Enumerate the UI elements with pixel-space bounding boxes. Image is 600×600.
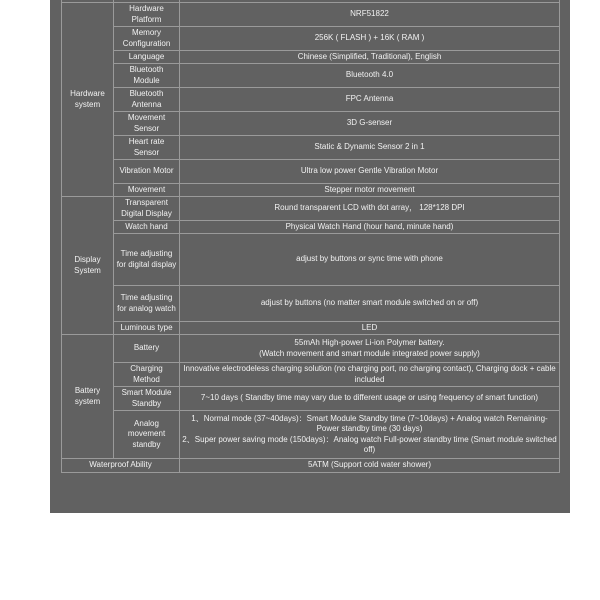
value-luminous-type: LED xyxy=(180,322,560,335)
feature-luminous-type: Luminous type xyxy=(114,322,180,335)
table-row xyxy=(62,184,560,197)
feature-analog-standby: Analog movement standby xyxy=(114,411,180,459)
value-charging-method: Innovative electrodeless charging solution (no charging port, no charging contact), Charging dock + cable included xyxy=(180,363,560,387)
table-row xyxy=(62,459,560,473)
feature-waterproof: Waterproof Ability xyxy=(62,459,180,473)
spec-table xyxy=(61,0,560,473)
value-transparent-display: Round transparent LCD with dot array， 128*128 DPI xyxy=(180,197,560,221)
value-bluetooth-antenna: FPC Antenna xyxy=(180,88,560,112)
value-movement: Stepper motor movement xyxy=(180,184,560,197)
value-battery-line2: (Watch movement and smart module integrated power supply) xyxy=(259,348,480,358)
table-row xyxy=(62,3,560,27)
feature-watch-hand: Watch hand xyxy=(114,221,180,234)
table-row xyxy=(62,64,560,88)
feature-vibration-motor: Vibration Motor xyxy=(114,160,180,184)
value-language: Chinese (Simplified, Traditional), English xyxy=(180,51,560,64)
feature-transparent-display: Transparent Digital Display xyxy=(114,197,180,221)
feature-heart-rate-sensor: Heart rate Sensor xyxy=(114,136,180,160)
value-analog-standby-line2: 2、Super power saving mode (150days)：Analog watch Full-power standby time (Smart module switched off) xyxy=(182,434,557,454)
table-row xyxy=(62,286,560,322)
feature-bluetooth-module: Bluetooth Module xyxy=(114,64,180,88)
value-movement-sensor: 3D G-senser xyxy=(180,112,560,136)
value-hardware-platform: NRF51822 xyxy=(180,3,560,27)
table-row xyxy=(62,160,560,184)
feature-movement-sensor: Movement Sensor xyxy=(114,112,180,136)
value-time-adjust-analog: adjust by buttons (no matter smart module switched on or off) xyxy=(180,286,560,322)
table-row xyxy=(62,112,560,136)
table-row xyxy=(62,335,560,363)
feature-memory: Memory Configuration xyxy=(114,27,180,51)
table-row xyxy=(62,234,560,286)
value-analog-standby xyxy=(180,411,560,459)
feature-smart-module-standby: Smart Module Standby xyxy=(114,387,180,411)
feature-language: Language xyxy=(114,51,180,64)
value-battery xyxy=(180,335,560,363)
feature-time-adjust-digital: Time adjusting for digital display xyxy=(114,234,180,286)
spec-sheet xyxy=(50,0,570,513)
table-row xyxy=(62,88,560,112)
feature-hardware-platform: Hardware Platform xyxy=(114,3,180,27)
table-row xyxy=(62,411,560,459)
feature-time-adjust-analog: Time adjusting for analog watch xyxy=(114,286,180,322)
table-row xyxy=(62,387,560,411)
value-memory: 256K ( FLASH ) + 16K ( RAM ) xyxy=(180,27,560,51)
table-row xyxy=(62,51,560,64)
feature-bluetooth-antenna: Bluetooth Antenna xyxy=(114,88,180,112)
value-heart-rate-sensor: Static & Dynamic Sensor 2 in 1 xyxy=(180,136,560,160)
value-battery-line1: 55mAh High-power Li-ion Polymer battery. xyxy=(294,338,445,347)
section-label-display: Display System xyxy=(62,197,114,335)
table-row xyxy=(62,27,560,51)
table-row xyxy=(62,322,560,335)
value-time-adjust-digital: adjust by buttons or sync time with phone xyxy=(180,234,560,286)
value-watch-hand: Physical Watch Hand (hour hand, minute hand) xyxy=(180,221,560,234)
feature-movement: Movement xyxy=(114,184,180,197)
value-analog-standby-line1: 1、Normal mode (37~40days)：Smart Module Standby time (7~10days) + Analog watch Remaining-Power standby time (30 days) xyxy=(191,413,548,433)
table-row xyxy=(62,363,560,387)
value-smart-module-standby: 7~10 days ( Standby time may vary due to different usage or using frequency of smart function) xyxy=(180,387,560,411)
section-label-battery: Battery system xyxy=(62,335,114,459)
table-row xyxy=(62,197,560,221)
value-waterproof: 5ATM (Support cold water shower) xyxy=(180,459,560,473)
section-label-hardware: Hardware system xyxy=(62,3,114,197)
table-row xyxy=(62,136,560,160)
feature-battery: Battery xyxy=(114,335,180,363)
table-row xyxy=(62,221,560,234)
value-bluetooth-module: Bluetooth 4.0 xyxy=(180,64,560,88)
value-vibration-motor: Ultra low power Gentle Vibration Motor xyxy=(180,160,560,184)
feature-charging-method: Charging Method xyxy=(114,363,180,387)
